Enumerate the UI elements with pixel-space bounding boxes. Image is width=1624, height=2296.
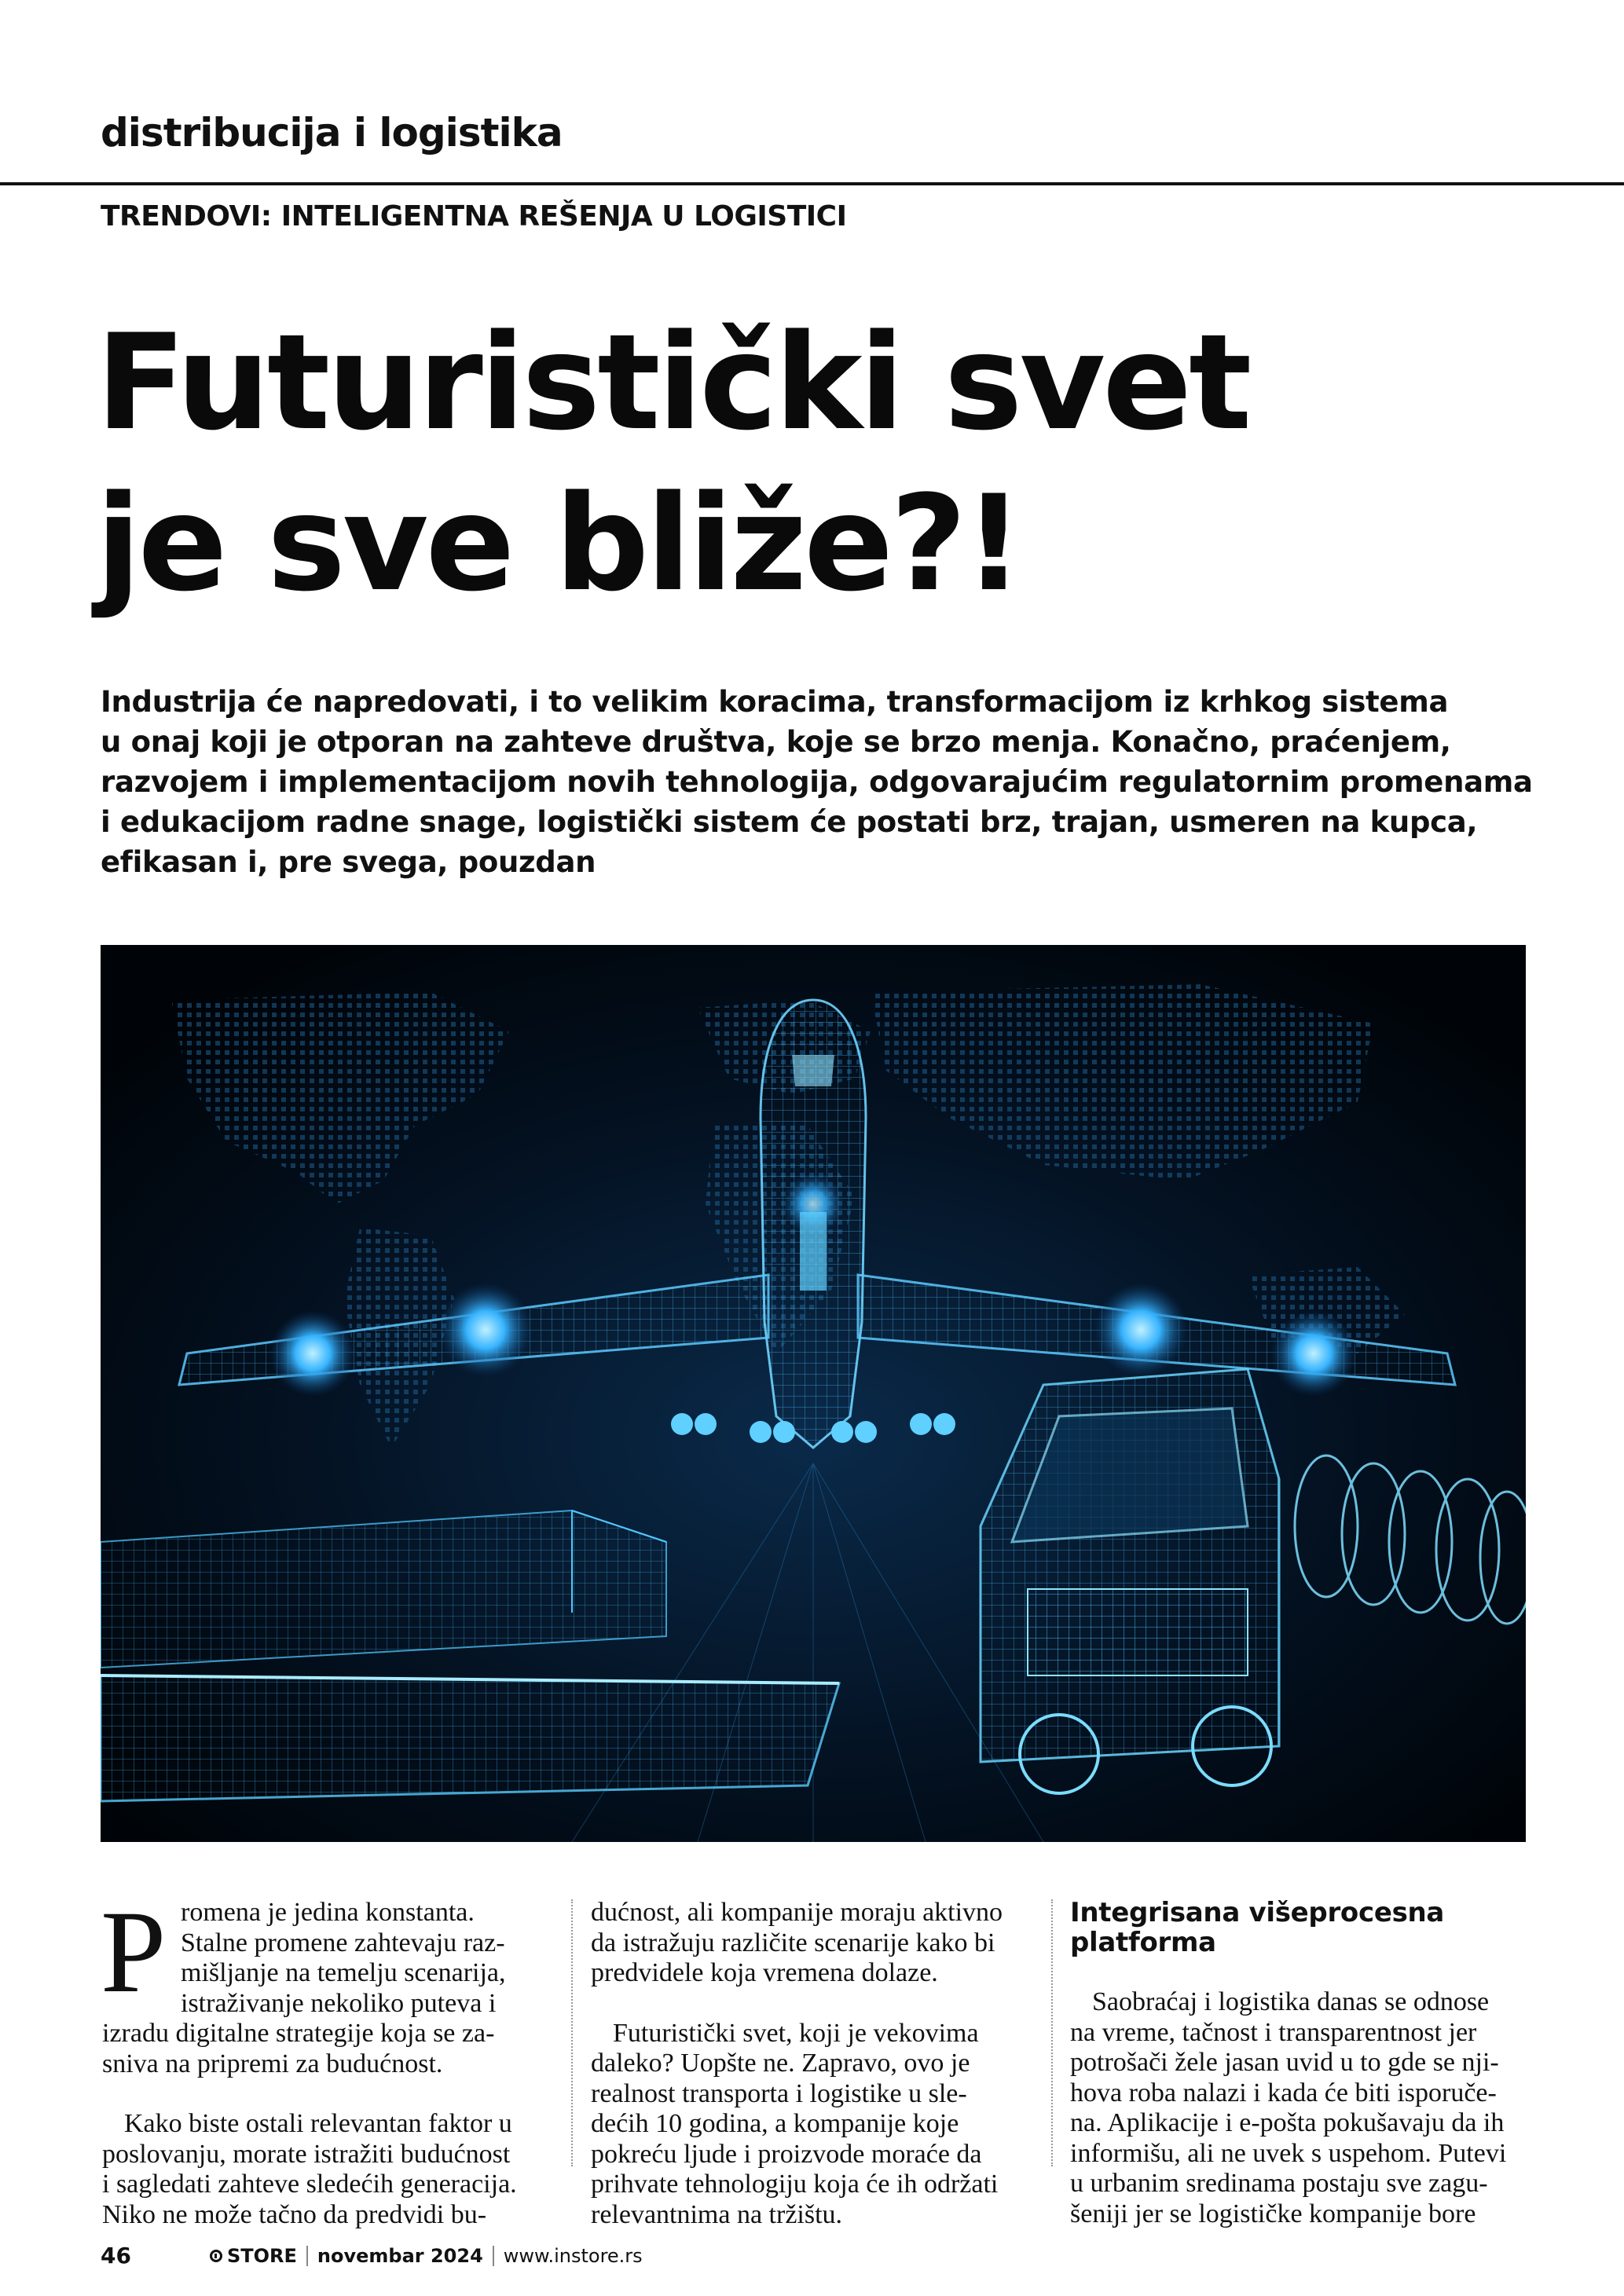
ship-wireframe: [101, 1675, 839, 1801]
footer-divider: [306, 2246, 308, 2266]
body-line: Futuristički svet, koji je vekovima: [613, 2018, 979, 2048]
body-line: Kako biste ostali relevantan faktor u: [124, 2109, 512, 2138]
body-column-1: [101, 1887, 538, 2230]
body-line: relevantnima na tržištu.: [591, 2199, 843, 2229]
body-line: informišu, ali ne uvek s uspehom. Putevi: [1070, 2138, 1507, 2168]
page-number: 46: [101, 2243, 131, 2269]
website-url: www.instore.rs: [503, 2244, 643, 2267]
drop-cap: P: [101, 1887, 167, 2017]
body-line: dećih 10 godina, a kompanije koje: [591, 2109, 959, 2138]
paragraph-gap: [591, 1989, 1027, 2019]
brand-name: STORE: [226, 2244, 297, 2267]
lead-line: Industrija će napredovati, i to velikim koracima, transformacijom iz krhkog sistema: [101, 685, 1449, 719]
column-divider: [1051, 1899, 1053, 2166]
body-line: Stalne promene zahtevaju raz-: [181, 1928, 505, 1957]
headline-line: Futuristički svet: [96, 306, 1249, 460]
section-title: distribucija i logistika: [101, 110, 563, 156]
kicker: TRENDOVI: INTELIGENTNA REŠENJA U LOGISTICI: [101, 200, 847, 233]
subheading-line: Integrisana višeprocesna: [1070, 1897, 1445, 1928]
page-footer: [101, 2243, 643, 2269]
body-line: izradu digitalne strategije koja se za-: [102, 2019, 495, 2048]
body-line: na. Aplikacije i e-pošta pokušavaju da ih: [1070, 2108, 1505, 2137]
body-line: šeniji jer se logističke kompanije bore: [1070, 2199, 1476, 2228]
body-line: realnost transporta i logistike u sle-: [591, 2078, 967, 2108]
body-line: i sagledati zahteve sledećih generacija.: [102, 2170, 517, 2199]
body-line: da istražuju različite scenarije kako bi: [591, 1928, 995, 1957]
body-line: potrošači žele jasan uvid u to gde se nji-: [1070, 2048, 1499, 2077]
body-line: sniva na pripremi za budućnost.: [102, 2049, 443, 2078]
issue-date: novembar 2024: [317, 2244, 483, 2267]
body-line: romena je jedina konstanta.: [181, 1898, 475, 1927]
body-line: poslovanju, morate istražiti budućnost: [102, 2139, 511, 2169]
headline-line: je sve bliže?!: [96, 467, 1021, 621]
body-line: Saobraćaj i logistika danas se odnose: [1092, 1987, 1490, 2016]
body-line: pokreću ljude i proizvode moraće da: [591, 2139, 982, 2169]
body-column-2: [591, 1898, 1027, 2230]
lead-paragraph: [101, 682, 1533, 882]
header-divider: [0, 182, 1624, 185]
lead-line: i edukacijom radne snage, logistički sistem će postati brz, trajan, usmeren na kupca,: [101, 805, 1478, 839]
body-line: na vreme, tačnost i transparentnost jer: [1070, 2017, 1477, 2047]
lead-line: razvojem i implementacijom novih tehnologija, odgovarajućim regulatornim promenama: [101, 765, 1533, 799]
paragraph-gap: [102, 2079, 538, 2109]
body-column-3: [1070, 1898, 1506, 2229]
lead-line: u onaj koji je otporan na zahteve društva, koje se brzo menja. Konačno, praćenjem,: [101, 725, 1451, 759]
brand: [210, 2245, 297, 2267]
lead-line: efikasan i, pre svega, pouzdan: [101, 845, 596, 879]
subheading-line: platforma: [1070, 1927, 1216, 1958]
body-line: mišljanje na temelju scenarija,: [181, 1958, 506, 1987]
footer-divider: [493, 2246, 494, 2266]
body-line: Niko ne može tačno da predvidi bu-: [102, 2199, 487, 2229]
body-line: u urbanim sredinama postaju sve zagu-: [1070, 2169, 1488, 2198]
brand-logo-icon: [210, 2250, 222, 2262]
column-divider: [571, 1899, 573, 2166]
headline: [96, 302, 1248, 624]
body-line: predvidele koja vremena dolaze.: [591, 1958, 938, 1987]
body-line: daleko? Uopšte ne. Zapravo, ovo je: [591, 2049, 970, 2078]
body-line: istraživanje nekoliko puteva i: [181, 1988, 497, 2018]
body-line: prihvate tehnologiju koja će ih održati: [591, 2170, 999, 2199]
hero-image: [101, 945, 1526, 1842]
body-line: dućnost, ali kompanije moraju aktivno: [591, 1898, 1003, 1927]
wireframe-illustration: [101, 945, 1526, 1842]
body-line: hova roba nalazi i kada će biti isporuče-: [1070, 2078, 1497, 2107]
paragraph-gap: [1070, 1957, 1506, 1987]
